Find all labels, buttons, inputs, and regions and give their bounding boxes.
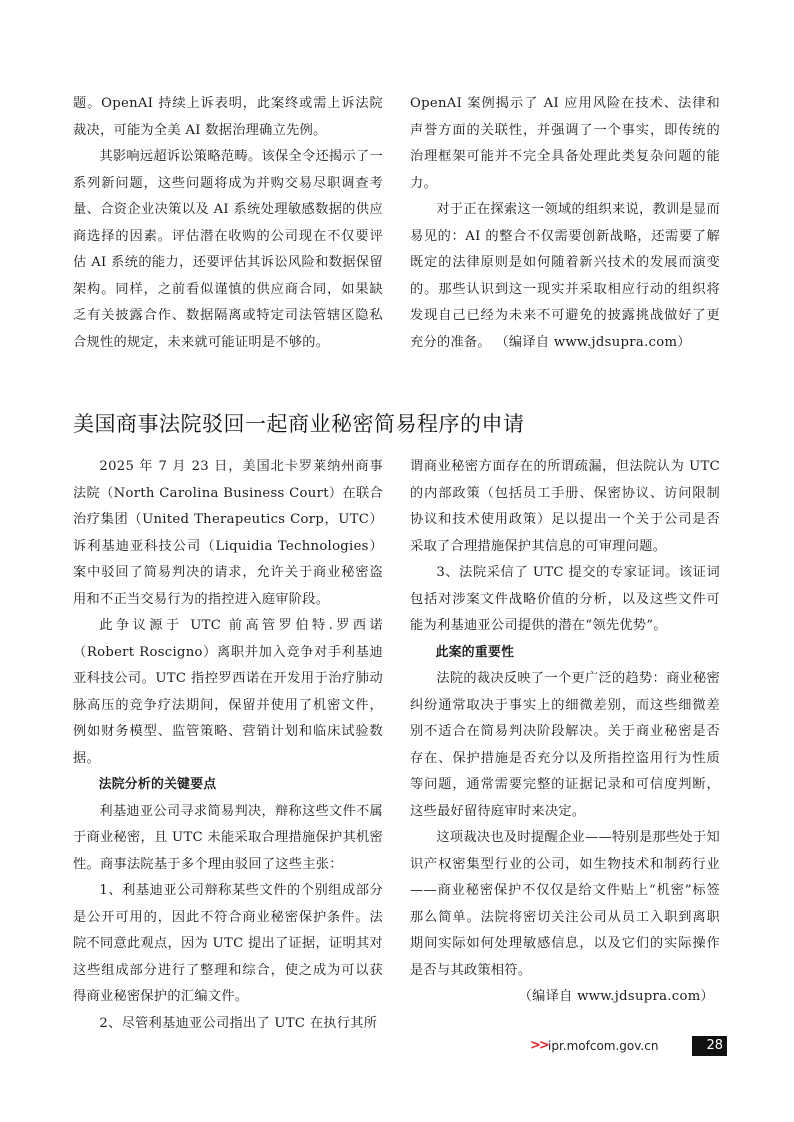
paragraph: 其影响远超诉讼策略范畴。该保全令还揭示了一系列新问题，这些问题将成为并购交易尽职调查考量、合资企业决策以及 AI 系统处理敏感数据的供应商选择的因素。评估潜在收购的公司现在不仅要评估 AI 系统的能力，还要评估其诉讼风险和数据保留架构。同样，之前看似谨慎的供应商合同，如果缺乏有关披露合作、数据隔离或特定司法管辖区隐私合规性的规定，未来就可能证明是不够的。	[73, 149, 383, 350]
top-right-column	[410, 91, 720, 356]
article-left-column	[73, 454, 383, 1037]
paragraph: 3、法院采信了 UTC 提交的专家证词。该证词包括对涉案文件战略价值的分析，以及这些文件可能为利基迪亚公司提供的潜在“领先优势”。	[410, 565, 720, 633]
paragraph: OpenAI 案例揭示了 AI 应用风险在技术、法律和声誉方面的关联性，并强调了一个事实，即传统的治理框架可能并不完全具备处理此类复杂问题的能力。	[410, 96, 720, 191]
paragraph: 这项裁决也及时提醒企业——特别是那些处于知识产权密集型行业的公司，如生物技术和制药行业——商业秘密保护不仅仅是给文件贴上“机密”标签那么简单。法院将密切关注公司从员工入职到离职期间实际如何处理敏感信息，以及它们的实际操作是否与其政策相符。	[410, 830, 720, 978]
source-credit: （编译自 www.jdsupra.com）	[518, 989, 714, 1004]
page-footer	[530, 1036, 727, 1056]
paragraph: 利基迪亚公司寻求简易判决，辩称这些文件不属于商业秘密，且 UTC 未能采取合理措施保护其机密性。商事法院基于多个理由驳回了这些主张：	[73, 803, 383, 872]
article-right-column	[410, 454, 720, 1011]
paragraph: 谓商业秘密方面存在的所谓疏漏，但法院认为 UTC 的内部政策（包括员工手册、保密协议、访问限制协议和技术使用政策）足以提出一个关于公司是否采取了合理措施保护其信息的可审理问题。	[410, 459, 720, 554]
paragraph: 法院的裁决反映了一个更广泛的趋势：商业秘密纠纷通常取决于事实上的细微差别，而这些细微差别不适合在简易判决阶段解决。关于商业秘密是否存在、保护措施是否充分以及所指控盗用行为性质等问题，通常需要完整的证据记录和可信度判断，这些最好留待庭审时来决定。	[410, 671, 720, 819]
paragraph: 2025 年 7 月 23 日，美国北卡罗莱纳州商事法院（North Carolina Business Court）在联合治疗集团（United Therapeutics Corp，UTC）诉利基迪亚科技公司（Liquidia Technologies）案中驳回了简易判决的请求，允许关于商业秘密盗用和不正当交易行为的指控进入庭审阶段。	[73, 459, 383, 607]
paragraph: 对于正在探索这一领域的组织来说，教训是显而易见的：AI 的整合不仅需要创新战略，还需要了解既定的法律原则是如何随着新兴技术的发展而演变的。那些认识到这一现实并采取相应行动的组织将发现自己已经为未来不可避免的披露挑战做好了更充分的准备。 （编译自 www.jdsupra.com）	[410, 202, 720, 350]
section-heading: 法院分析的关键要点	[98, 777, 217, 792]
article-title: 美国商事法院驳回一起商业秘密简易程序的申请	[73, 412, 525, 436]
paragraph: 此争议源于 UTC 前高管罗伯特.罗西诺（Robert Roscigno）离职并加入竞争对手利基迪亚科技公司。UTC 指控罗西诺在开发用于治疗肺动脉高压的竞争疗法期间，保留并使用了机密文件，例如财务模型、监管策略、营销计划和临床试验数据。	[73, 618, 383, 766]
paragraph: 题。OpenAI 持续上诉表明，此案终或需上诉法院裁决，可能为全美 AI 数据治理确立先例。	[73, 96, 383, 138]
footer-url[interactable]: ipr.mofcom.gov.cn	[548, 1039, 659, 1053]
section-heading: 此案的重要性	[435, 644, 515, 660]
paragraph: 1、利基迪亚公司辩称某些文件的个别组成部分是公开可用的，因此不符合商业秘密保护条件。法院不同意此观点，因为 UTC 提出了证据，证明其对这些组成部分进行了整理和综合，使之成为可以获得商业秘密保护的汇编文件。	[73, 883, 383, 1004]
double-chevron-icon: >>	[530, 1038, 548, 1053]
paragraph: 2、尽管利基迪亚公司指出了 UTC 在执行其所	[99, 1015, 378, 1031]
page-number: 28	[692, 1036, 727, 1056]
top-left-column	[73, 91, 383, 356]
